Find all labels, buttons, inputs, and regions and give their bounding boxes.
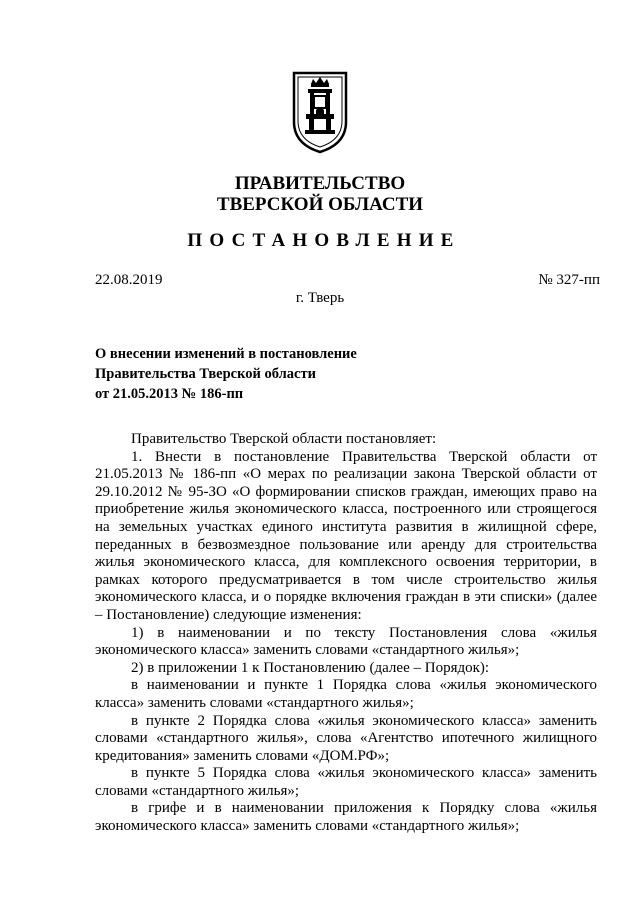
body-paragraph: в пункте 5 Порядка слова «жилья экономического класса» заменить словами «стандартного жилья»; [95, 765, 597, 799]
body-paragraph: 1) в наименовании и по тексту Постановления слова «жилья экономического класса» заменить словами «стандартного жилья»; [95, 624, 597, 659]
body-paragraph: в наименовании и пункте 1 Порядка слова «жилья экономического класса» заменить словами «стандартного жилья»; [95, 677, 597, 711]
subject-line: от 21.05.2013 № 186-пп [95, 386, 244, 402]
body-paragraph: 2) в приложении 1 к Постановлению (далее – Порядок): [131, 659, 490, 676]
document-subject [95, 344, 357, 404]
body-paragraph: 1. Внести в постановление Правительства Тверской области от 21.05.2013 № 186-пп «О мерах по реализации закона Тверской области от 29.10.2012 № 95-ЗО «О формировании списков граждан, имеющих право на приобретение жилья экономического класса, построенного или строящегося на земельных участках единого института развития в жилищной сфере, переданных в безвозмездное пользование или аренду для строительства жилья экономического класса, для комплексного освоения территории, в рамках которого предусматривается в том числе строительство жилья экономического класса, и о порядке включения граждан в эти списки» (далее – Постановление) следующие изменения: [95, 448, 597, 623]
document-city: г. Тверь [295, 290, 345, 306]
government-title-line2: ТВЕРСКОЙ ОБЛАСТИ [216, 194, 424, 215]
document-body [95, 431, 597, 836]
body-paragraph: в пункте 2 Порядка слова «жилья экономического класса» заменить словами «стандартного жилья», слова «Агентство ипотечного жилищного кредитования» заменить словами «ДОМ.РФ»; [95, 712, 597, 764]
document-date: 22.08.2019 [95, 272, 163, 288]
body-paragraph: в грифе и в наименовании приложения к Порядку слова «жилья экономического класса» заменить словами «стандартного жилья»; [95, 800, 597, 835]
coat-of-arms-emblem [291, 70, 349, 154]
document-type-heading: ПОСТАНОВЛЕНИЕ [187, 230, 461, 251]
subject-line: О внесении изменений в постановление [95, 346, 357, 362]
body-paragraph: Правительство Тверской области постановляет: [131, 431, 437, 447]
government-title-line1: ПРАВИТЕЛЬСТВО [234, 173, 406, 194]
subject-line: Правительства Тверской области [95, 366, 316, 382]
document-number: № 327-пп [538, 272, 600, 288]
